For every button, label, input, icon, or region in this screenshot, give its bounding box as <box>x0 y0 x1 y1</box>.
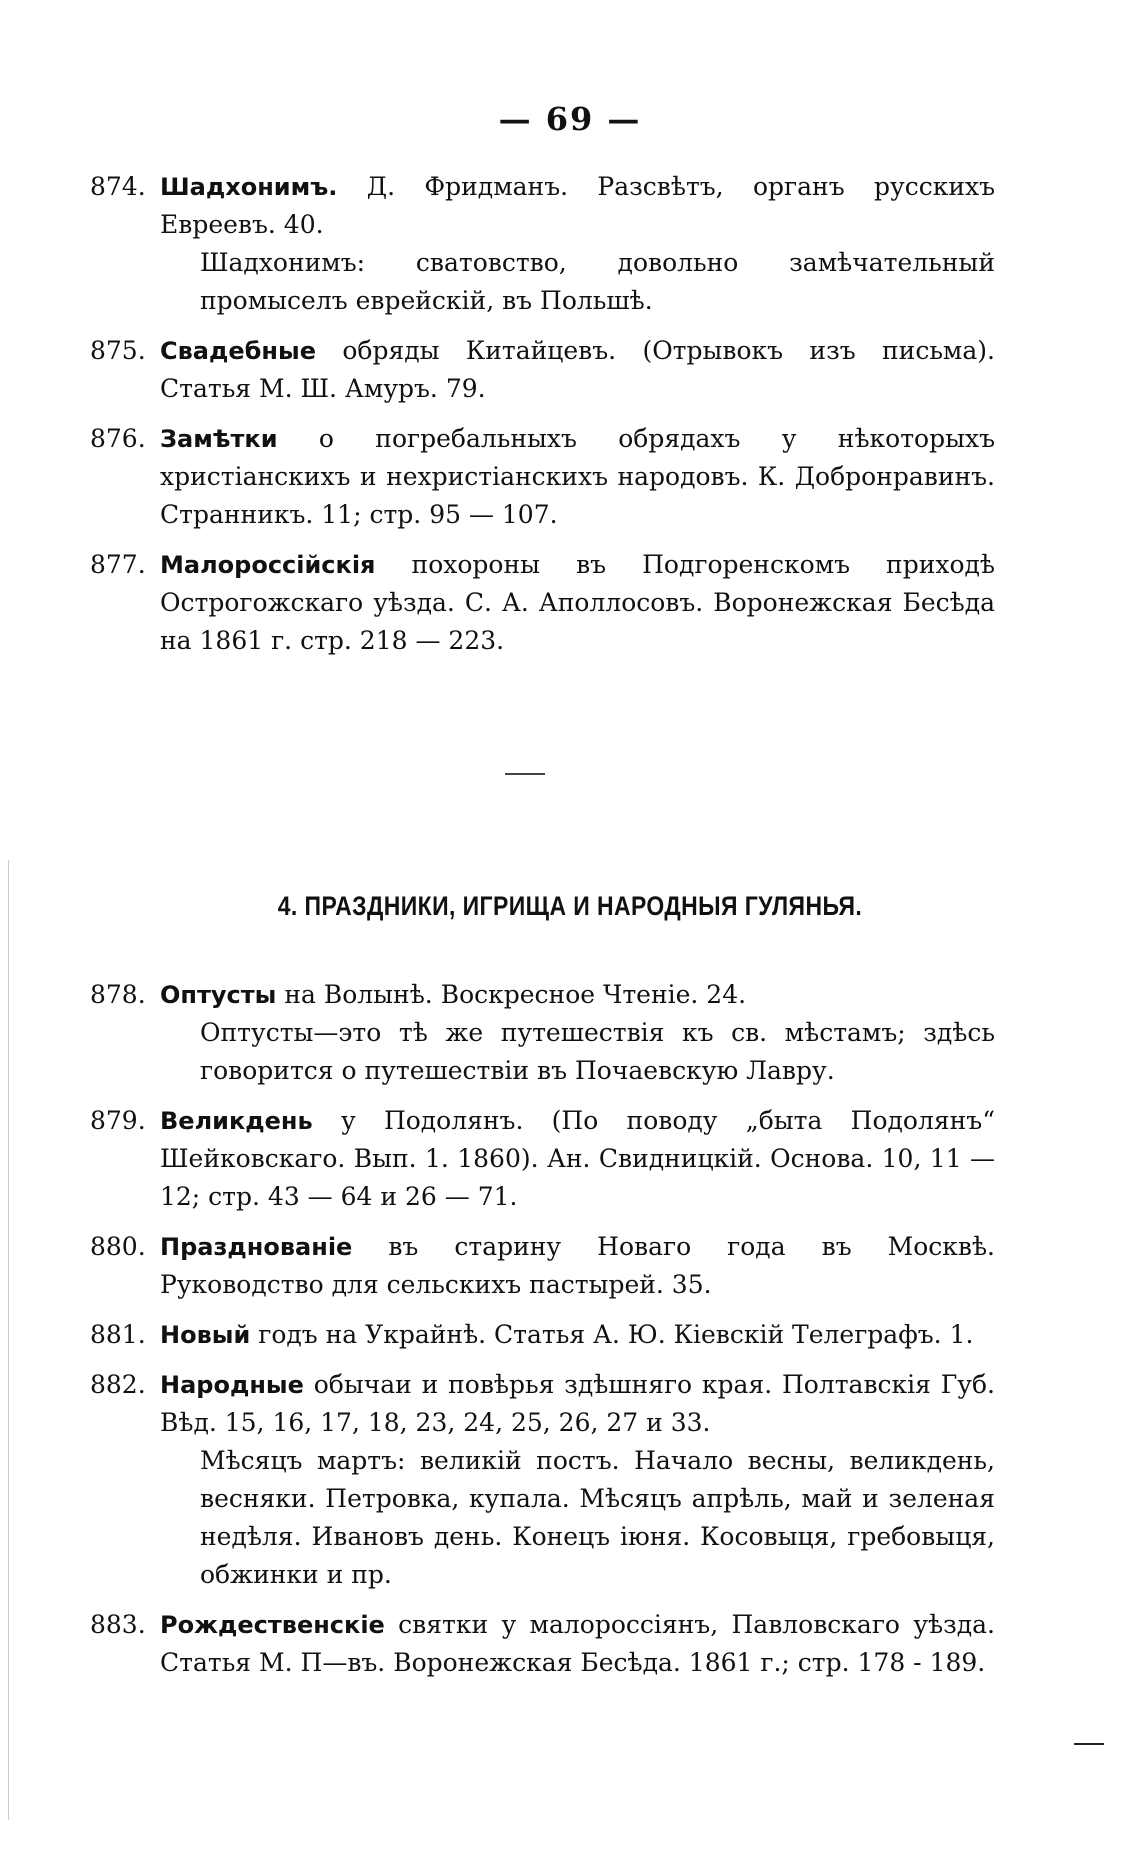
entry-text: обычаи и повѣрья здѣшняго края. Полтавскія Губ. Вѣд. 15, 16, 17, 18, 23, 24, 25, 26, 27 и 33. <box>160 1370 995 1437</box>
entry-875 <box>90 332 995 408</box>
entry-keyword: Свадебные <box>160 337 316 365</box>
entries-bottom <box>90 976 995 1694</box>
entry-text: о погребальныхъ обрядахъ у нѣкоторыхъ христіанскихъ и нехристіанскихъ народовъ. К. Добронравинъ. Странникъ. 11; стр. 95 — 107. <box>160 424 995 529</box>
entry-883 <box>90 1606 995 1682</box>
entry-number: 880. <box>90 1232 146 1261</box>
entry-number: 881. <box>90 1320 146 1349</box>
section-divider <box>505 773 545 775</box>
entry-877 <box>90 546 995 660</box>
entry-text: обряды Китайцевъ. (Отрывокъ изъ письма). Статья М. Ш. Амуръ. 79. <box>160 336 995 403</box>
section-title: 4. ПРАЗДНИКИ, ИГРИЩА И НАРОДНЫЯ ГУЛЯНЬЯ. <box>277 891 863 921</box>
entry-882 <box>90 1366 995 1594</box>
entry-keyword: Шадхонимъ. <box>160 173 338 201</box>
entry-number: 874. <box>90 172 146 201</box>
entry-text: на Волынѣ. Воскресное Чтеніе. 24. <box>284 980 747 1009</box>
entry-number: 878. <box>90 980 146 1009</box>
entry-keyword: Малороссійскія <box>160 551 376 579</box>
entry-876 <box>90 420 995 534</box>
entry-note: Шадхонимъ: сватовство, довольно замѣчательный промыселъ еврейскій, въ Польшѣ. <box>200 248 995 315</box>
entry-874 <box>90 168 995 320</box>
entry-keyword: Рождественскіе <box>160 1611 385 1639</box>
entry-text: Д. Фридманъ. Разсвѣтъ, органъ русскихъ Евреевъ. 40. <box>160 172 995 239</box>
entry-number: 877. <box>90 550 146 579</box>
entry-text: у Подолянъ. (По поводу „быта Подолянъ“ Шейковскаго. Вып. 1. 1860). Ан. Свидницкій. Основа. 10, 11 — 12; стр. 43 — 64 и 26 — 71. <box>160 1106 995 1211</box>
entry-keyword: Новый <box>160 1321 251 1349</box>
scan-margin-line <box>8 860 9 1820</box>
entry-keyword: Замѣтки <box>160 425 278 453</box>
entry-text: въ старину Новаго года въ Москвѣ. Руководство для сельскихъ пастырей. 35. <box>160 1232 995 1299</box>
entry-keyword: Великдень <box>160 1107 313 1135</box>
entry-number: 875. <box>90 336 146 365</box>
entry-878 <box>90 976 995 1090</box>
entry-880 <box>90 1228 995 1304</box>
entry-number: 879. <box>90 1106 146 1135</box>
entry-note: Оптусты—это тѣ же путешествія къ св. мѣстамъ; здѣсь говорится о путешествіи въ Почаевскую Лавру. <box>200 1018 995 1085</box>
page-edge-mark <box>1074 1743 1104 1745</box>
page-number: — 69 — <box>498 100 642 138</box>
entry-number: 882. <box>90 1370 146 1399</box>
entry-text: годъ на Украйнѣ. Статья А. Ю. Кіевскій Телеграфъ. 1. <box>258 1320 974 1349</box>
entry-keyword: Оптусты <box>160 981 277 1009</box>
entry-keyword: Празднованіе <box>160 1233 353 1261</box>
entry-number: 883. <box>90 1610 146 1639</box>
entry-text: святки у малороссіянъ, Павловскаго уѣзда. Статья М. П—въ. Воронежская Бесѣда. 1861 г.; стр. 178 - 189. <box>160 1610 995 1677</box>
entry-note: Мѣсяцъ мартъ: великій постъ. Начало весны, великдень, весняки. Петровка, купала. Мѣсяцъ апрѣль, май и зеленая недѣля. Ивановъ день. Конецъ іюня. Косовыця, гребовыця, обжинки и пр. <box>200 1446 995 1589</box>
entry-879 <box>90 1102 995 1216</box>
entry-text: похороны въ Подгоренскомъ приходѣ Острогожскаго уѣзда. С. А. Аполлосовъ. Воронежская Бесѣда на 1861 г. стр. 218 — 223. <box>160 550 995 655</box>
entry-881 <box>90 1316 995 1354</box>
entry-number: 876. <box>90 424 146 453</box>
entry-keyword: Народные <box>160 1371 304 1399</box>
entries-top <box>90 168 995 672</box>
